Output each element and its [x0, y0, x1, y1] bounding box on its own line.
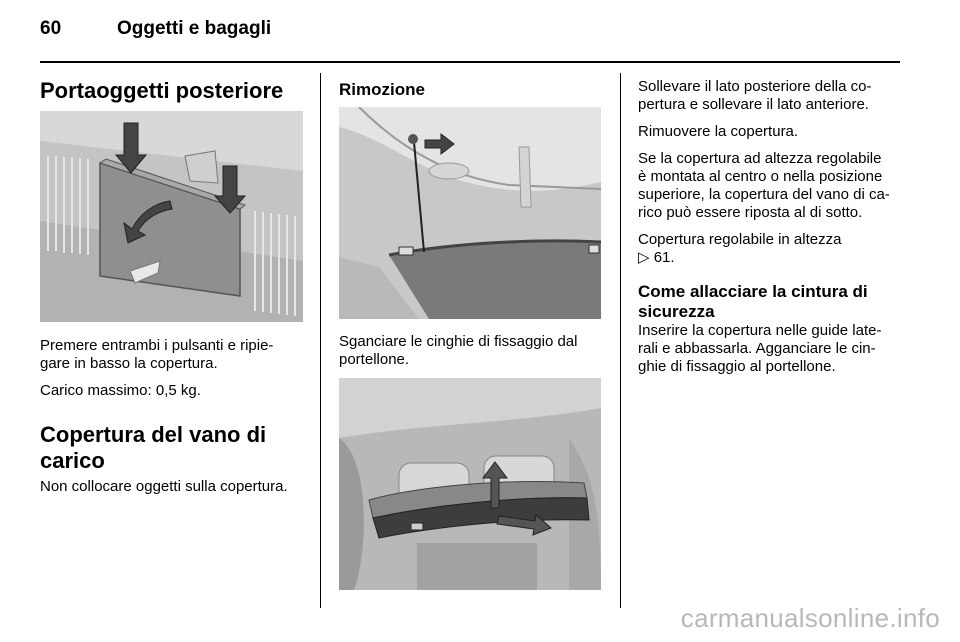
column-3-text: [638, 78, 908, 376]
paragraph-lift-cover: Sollevare il lato posteriore della co- pertura e sollevare il lato anteriore.: [638, 78, 872, 113]
paragraph-insert-cover: Inserire la copertura nelle guide late- rali e abbassarla. Agganciare le cin- ghie di fissaggio al portellone.: [638, 322, 882, 375]
rear-storage-illustration: [40, 111, 303, 322]
column-2-text: [339, 333, 614, 369]
paragraph-release-straps: Sganciare le cinghie di fissaggio dal portellone.: [339, 333, 578, 368]
column-divider-2: [620, 73, 621, 608]
section-heading-load-cover: Copertura del vano di carico: [40, 422, 267, 473]
column-1: [40, 78, 308, 104]
figure-tailgate-straps: [339, 107, 601, 319]
page-number: 60: [40, 18, 62, 39]
paragraph-max-load: Carico massimo: 0,5 kg.: [40, 382, 201, 399]
chapter-title: Oggetti e bagagli: [117, 18, 272, 39]
paragraph-height-adjustable: Copertura regolabile in altezza ▷ 61.: [638, 231, 842, 266]
paragraph-adjustable-cover: Se la copertura ad altezza regolabile è montata al centro o nella posizione superiore, la copertura del vano di ca- rico può essere riposta al di sotto.: [638, 150, 890, 221]
column-2: [339, 80, 607, 100]
page-reference-arrow-icon: ▷: [638, 249, 650, 266]
column-1-text: [40, 337, 308, 496]
paragraph-no-objects: Non collocare oggetti sulla copertura.: [40, 478, 288, 495]
paragraph-press-buttons: Premere entrambi i pulsanti e ripie- gare in basso la copertura.: [40, 337, 274, 372]
column-divider-1: [320, 73, 321, 608]
section-heading-fasten-cover: Come allacciare la cintura di sicurezza: [638, 282, 868, 321]
page-reference-link[interactable]: 61.: [653, 249, 675, 266]
figure-cargo-cover: [339, 378, 601, 590]
section-heading-removal: Rimozione: [339, 80, 425, 99]
cargo-cover-illustration: [339, 378, 601, 590]
section-heading-rear-storage: Portaoggetti posteriore: [40, 78, 284, 103]
watermark: carmanualsonline.info: [680, 603, 940, 633]
header-rule: [40, 61, 900, 63]
figure-rear-storage: [40, 111, 303, 322]
paragraph-remove-cover: Rimuovere la copertura.: [638, 123, 799, 140]
tailgate-illustration: [339, 107, 601, 319]
